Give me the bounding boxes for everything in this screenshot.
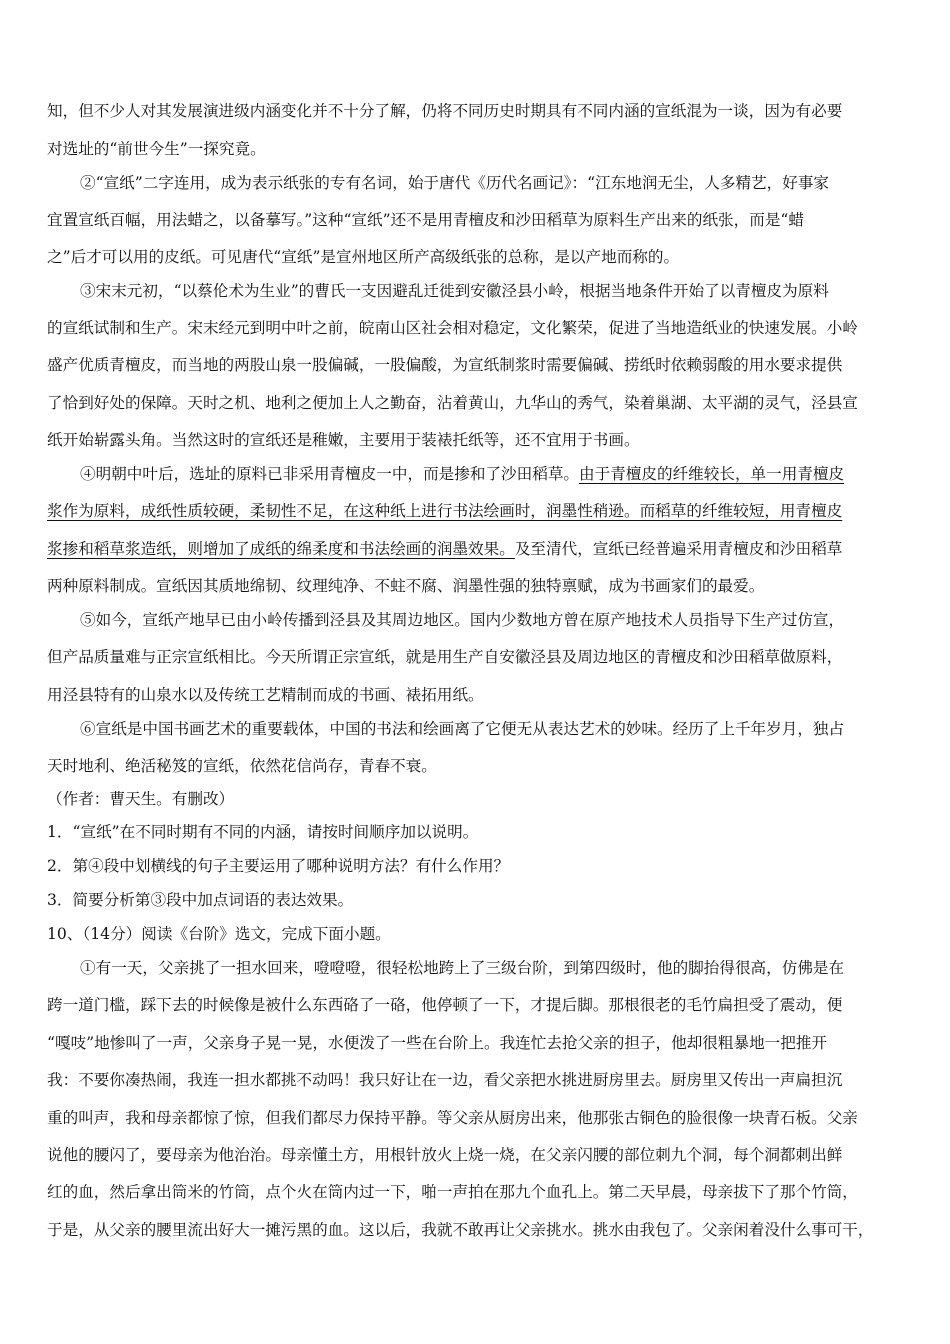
- text-line: ③宋末元初，“以蔡伦术为生业”的曹氏一支因避乱迁徙到安徽泾县小岭，根据当地条件开始了以青檀皮为原料: [80, 282, 829, 300]
- text-line: 红的血，然后拿出筒米的竹筒，点个火在筒内过一下，啪一声拍在那九个血孔上。第二天早晨，母亲拔下了那个竹筒，: [47, 1183, 858, 1201]
- text-segment: ④明朝中叶后，选址的原料已非采用青檀皮一中，而是掺和了沙田稻草。: [80, 465, 580, 483]
- text-line: “嘎吱”地惨叫了一声，父亲身子晃一晃，水便泼了一些在台阶上。我连忙去抢父亲的担子，他却很粗暴地一把推开: [47, 1034, 828, 1052]
- text-line: 知，但不少人对其发展演进级内涵变化并不十分了解，仍将不同历史时期具有不同内涵的宣纸混为一谈，因为有必要: [47, 102, 843, 120]
- text-line: 用泾县特有的山泉水以及传统工艺精制而成的书画、裱拓用纸。: [47, 686, 484, 704]
- text-line: 宜置宣纸百幅，用法蜡之，以备摹写。”这种“宣纸”还不是用青檀皮和沙田稻草为原料生产出来的纸张，而是“蜡: [47, 211, 804, 229]
- text-line: 之”后才可以用的皮纸。可见唐代“宣纸”是宣州地区所产高级纸张的总称，是以产地而称的。: [47, 248, 680, 266]
- text-line: ⑤如今，宣纸产地早已由小岭传播到泾县及其周边地区。国内少数地方曾在原产地技术人员指导下生产过仿宣，: [80, 611, 845, 629]
- text-line: ⑥宣纸是中国书画艺术的重要载体，中国的书法和绘画离了它便无从表达艺术的妙味。经历了上千年岁月，独占: [80, 720, 845, 738]
- question-item: 1．“宣纸”在不同时期有不同的内涵，请按时间顺序加以说明。: [47, 823, 479, 841]
- underlined-sentence: 由于青檀皮的纤维较长，单一用青檀皮: [579, 465, 845, 483]
- underlined-sentence: 浆作为原料，成纸性质较硬，柔韧性不足，在这种纸上进行书法绘画时，润墨性稍逊。而稻草的纤维较短，用青檀皮: [47, 502, 843, 520]
- text-line: 说他的腰闪了，要母亲为他治治。母亲懂土方，用根针放火上烧一烧，在父亲闪腰的部位刺九个洞，每个洞都刺出鲜: [47, 1146, 843, 1164]
- author-note: （作者：曹天生。有删改）: [47, 790, 235, 808]
- text-segment: 及至清代，宣纸已经普遍采用青檀皮和沙田稻草: [514, 540, 843, 558]
- text-line: 但产品质量难与正宗宣纸相比。今天所谓正宗宣纸，就是用生产自安徽泾县及周边地区的青檀皮和沙田稻草做原料，: [47, 648, 843, 666]
- text-line: 跨一道门槛，踩下去的时候像是被什么东西硌了一硌，他停顿了一下，才提后脚。那根很老的毛竹扁担受了震动，便: [47, 996, 843, 1014]
- text-line: 重的叫声，我和母亲都惊了惊，但我们都尽力保持平静。等父亲从厨房出来，他那张古铜色的脸很像一块青石板。父亲: [47, 1109, 858, 1127]
- text-line: 纸开始崭露头角。当然这时的宣纸还是稚嫩，主要用于装裱托纸等，还不宜用于书画。: [47, 431, 640, 449]
- text-line: ②“宣纸”二字连用，成为表示纸张的专有名词，始于唐代《历代名画记》：“江东地润无尘，人多精艺，好事家: [80, 174, 830, 192]
- text-line: 我：不要你凑热闹，我连一担水都挑不动吗！我只好让在一边，看父亲把水挑进厨房里去。厨房里又传出一声扁担沉: [47, 1071, 843, 1089]
- text-line: 盛产优质青檀皮，而当地的两股山泉一股偏碱，一股偏酸，为宣纸制浆时需要偏碱、捞纸时依赖弱酸的用水要求提供: [47, 356, 843, 374]
- underlined-sentence: 浆掺和稻草浆造纸，则增加了成纸的绵柔度和书法绘画的润墨效果。: [47, 540, 515, 558]
- text-line: [80, 463, 844, 485]
- section-heading: 10、（14分）阅读《台阶》选文，完成下面小题。: [47, 925, 391, 943]
- text-line: [47, 538, 842, 560]
- question-item: 3．简要分析第③段中加点词语的表达效果。: [47, 891, 354, 909]
- text-line: 两种原料制成。宣纸因其质地绵韧、纹理纯净、不蛀不腐、润墨性强的独特禀赋，成为书画家们的最爱。: [47, 577, 765, 595]
- question-item: 2．第④段中划横线的句子主要运用了哪种说明方法？有什么作用？: [47, 857, 510, 875]
- text-line: 的宣纸试制和生产。宋末经元到明中叶之前，皖南山区社会相对稳定，文化繁荣，促进了当地造纸业的快速发展。小岭: [47, 319, 858, 337]
- text-line: 对选址的“前世今生”一探究竟。: [47, 140, 266, 158]
- text-line: ①有一天，父亲挑了一担水回来，噔噔噔，很轻松地跨上了三级台阶，到第四级时，他的脚抬得很高，仿佛是在: [80, 959, 845, 977]
- text-line: 了恰到好处的保障。天时之机、地利之便加上人之勤奋，沾着黄山，九华山的秀气，染着巢湖、太平湖的灵气，泾县宣: [47, 394, 858, 412]
- text-line: 天时地利、绝活秘笈的宣纸，依然花信尚存，青春不衰。: [47, 757, 437, 775]
- text-line: 于是，从父亲的腰里流出好大一摊污黑的血。这以后，我就不敢再让父亲挑水。挑水由我包了。父亲闲着没什么事可干，: [47, 1221, 874, 1239]
